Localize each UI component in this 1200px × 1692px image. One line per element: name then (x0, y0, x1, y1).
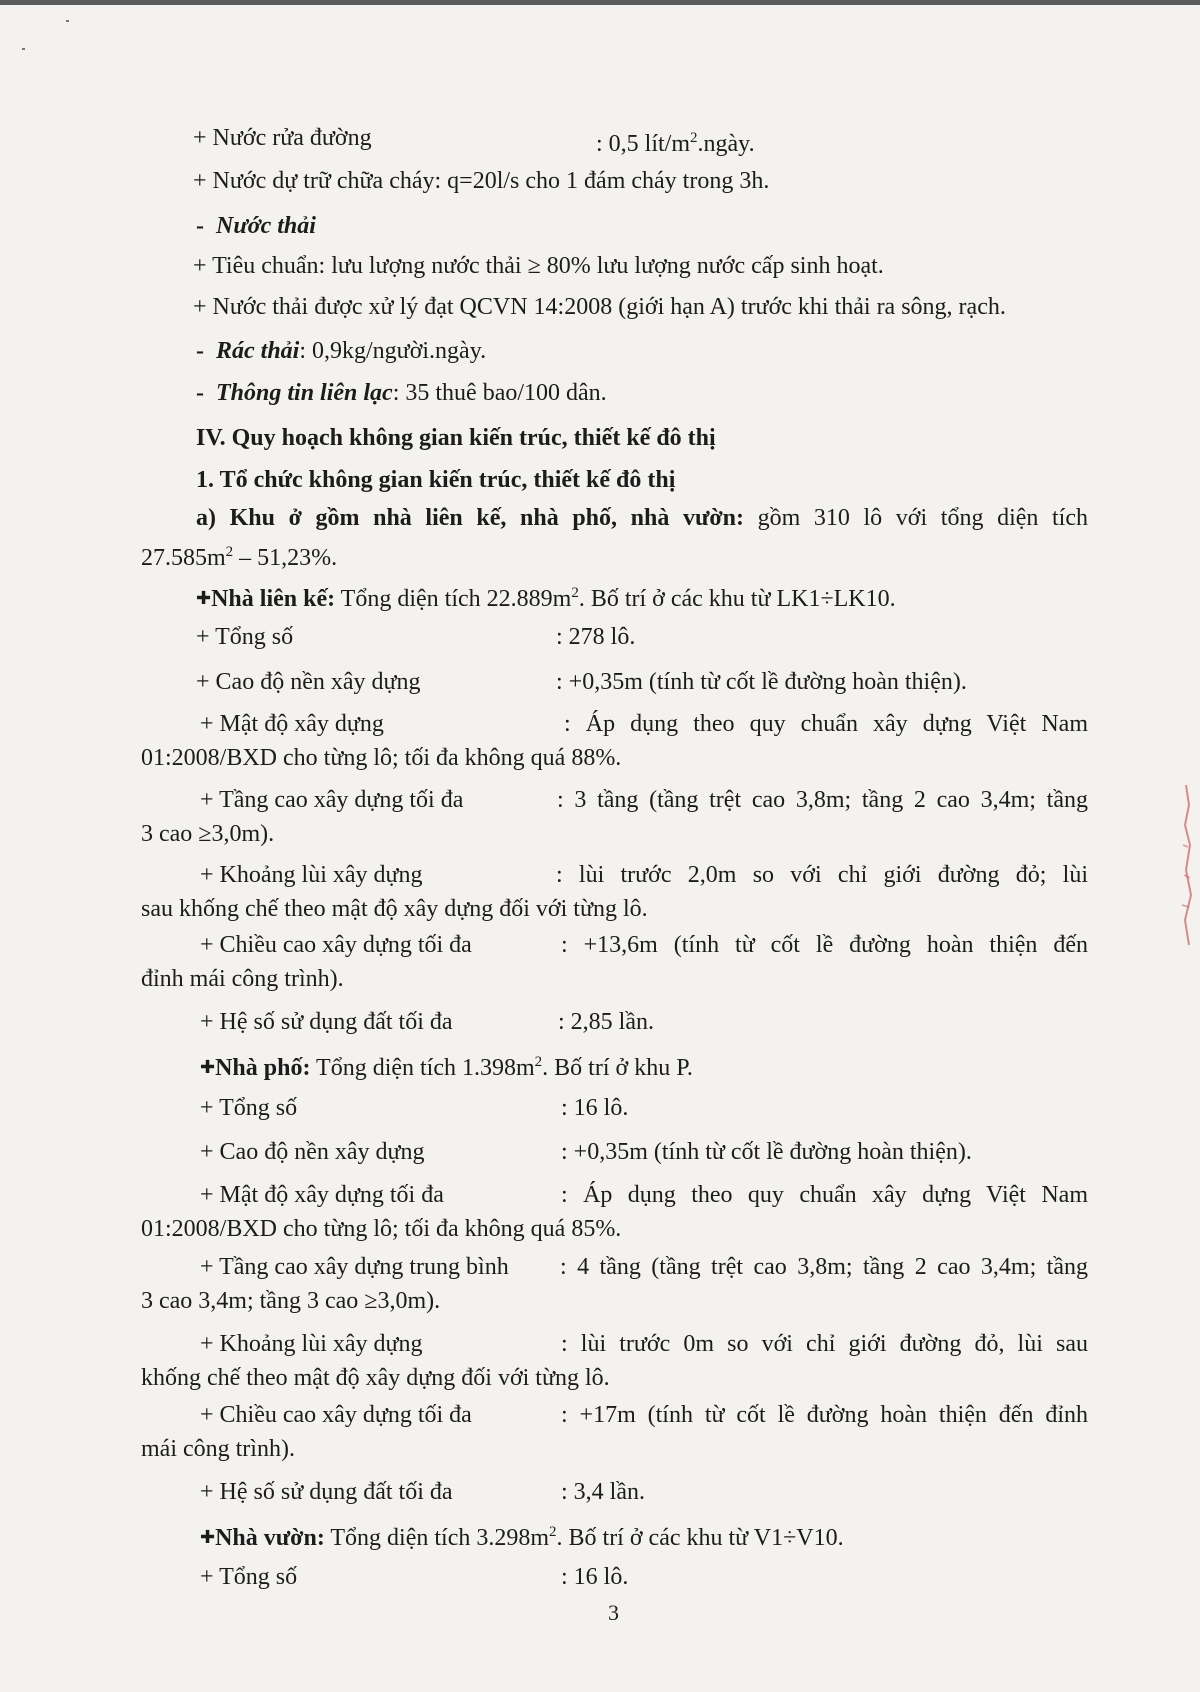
spec-label: + Khoảng lùi xây dựng (200, 1331, 423, 1357)
text-line: + Tiêu chuẩn: lưu lượng nước thải ≥ 80% lưu lượng nước cấp sinh hoạt. (193, 253, 884, 279)
text-line-value: : 0,5 lít/$m^2.ngày$. (596, 130, 755, 157)
spec-label: + Cao độ nền xây dựng (196, 669, 421, 695)
section-heading: 1. Tổ chức không gian kiến trúc, thiết kế đô thị (196, 467, 676, 493)
section-heading: IV. Quy hoạch không gian kiến trúc, thiết kế đô thị (196, 425, 716, 451)
spec-label: + Tổng số (200, 1564, 298, 1590)
spec-value: : Áp dụng theo quy chuẩn xây dựng Việt Nam (564, 711, 1088, 737)
text-line: + Nước thải được xử lý đạt QCVN 14:2008 (giới hạn A) trước khi thải ra sông, rạch. (193, 294, 1006, 320)
spec-continuation: 3 cao 3,4m; tầng 3 cao ≥3,0m). (141, 1288, 441, 1314)
spec-continuation: mái công trình). (141, 1436, 295, 1462)
spec-label: + Chiều cao xây dựng tối đa (200, 932, 472, 958)
spec-continuation: sau khống chế theo mật độ xây dựng đối với từng lô. (141, 896, 648, 922)
spec-label: + Khoảng lùi xây dựng (200, 862, 423, 888)
scan-speck (66, 20, 69, 22)
text-line: - Thông tin liên lạc: 35 thuê bao/100 dân. (196, 380, 607, 406)
scan-top-edge (0, 0, 1200, 5)
spec-value: : 4 tầng (tầng trệt cao 3,8m; tầng 2 cao 3,4m; tầng (560, 1254, 1088, 1280)
page-number: 3 (608, 1600, 619, 1625)
spec-continuation: 3 cao ≥3,0m). (141, 821, 275, 847)
spec-value: : 2,85 lần. (558, 1009, 654, 1035)
spec-value: : +13,6m (tính từ cốt lề đường hoàn thiện đến (561, 932, 1088, 958)
stamp-trace (1180, 785, 1194, 955)
text-line: + Nước rửa đường (193, 125, 372, 151)
text-line: - Rác thải: 0,9kg/người.ngày. (196, 338, 487, 364)
spec-label: + Mật độ xây dựng (200, 711, 384, 737)
spec-continuation: khống chế theo mật độ xây dựng đối với từng lô. (141, 1365, 610, 1391)
bullet-icon: ✚ (200, 1057, 216, 1078)
subsection-heading: ✚Nhà liên kế: Tổng diện tích $22.889m^2$. Bố trí ở các khu từ LK1÷LK10. (196, 585, 896, 612)
spec-value: : +0,35m (tính từ cốt lề đường hoàn thiện). (561, 1139, 972, 1165)
spec-label: + Mật độ xây dựng tối đa (200, 1182, 444, 1208)
bullet-icon: ✚ (196, 588, 212, 609)
spec-value: : 3 tầng (tầng trệt cao 3,8m; tầng 2 cao 3,4m; tầng (557, 787, 1088, 813)
bullet-icon: ✚ (200, 1527, 216, 1548)
scan-speck (22, 48, 25, 50)
spec-continuation: 01:2008/BXD cho từng lô; tối đa không quá 85%. (141, 1216, 622, 1242)
spec-label: + Cao độ nền xây dựng (200, 1139, 425, 1165)
section-heading: - Nước thải (196, 213, 316, 239)
spec-value: : lùi trước 0m so với chỉ giới đường đỏ, lùi sau (561, 1331, 1088, 1357)
spec-value: : 16 lô. (561, 1564, 629, 1590)
spec-value: : 278 lô. (556, 624, 636, 650)
subsection-heading: ✚Nhà vườn: Tổng diện tích $3.298m^2$. Bố trí ở các khu từ V1÷V10. (200, 1524, 844, 1551)
spec-value: : 3,4 lần. (561, 1479, 645, 1505)
paragraph-line: a) Khu ở gồm nhà liên kế, nhà phố, nhà vườn: gồm 310 lô với tổng diện tích (196, 505, 1088, 531)
spec-continuation: 01:2008/BXD cho từng lô; tối đa không quá 88%. (141, 745, 622, 771)
spec-label: + Tổng số (200, 1095, 298, 1121)
subsection-heading: ✚Nhà phố: Tổng diện tích $1.398m^2$. Bố trí ở khu P. (200, 1054, 693, 1081)
spec-label: + Tổng số (196, 624, 294, 650)
spec-value: : Áp dụng theo quy chuẩn xây dựng Việt Nam (561, 1182, 1088, 1208)
spec-continuation: đỉnh mái công trình). (141, 966, 344, 992)
spec-label: + Tầng cao xây dựng trung bình (200, 1254, 509, 1280)
spec-label: + Hệ số sử dụng đất tối đa (200, 1479, 453, 1505)
text-line: + Nước dự trữ chữa cháy: q=20l/s cho 1 đám cháy trong 3h. (193, 168, 770, 194)
spec-label: + Chiều cao xây dựng tối đa (200, 1402, 472, 1428)
spec-value: : +17m (tính từ cốt lề đường hoàn thiện đến đỉnh (561, 1402, 1088, 1428)
spec-value: : lùi trước 2,0m so với chỉ giới đường đỏ; lùi (556, 862, 1088, 888)
paragraph-line: $27.585m^2 - 51,23\%$. (141, 544, 338, 571)
spec-value: : 16 lô. (561, 1095, 629, 1121)
spec-value: : +0,35m (tính từ cốt lề đường hoàn thiện). (556, 669, 967, 695)
spec-label: + Hệ số sử dụng đất tối đa (200, 1009, 453, 1035)
spec-label: + Tầng cao xây dựng tối đa (200, 787, 464, 813)
